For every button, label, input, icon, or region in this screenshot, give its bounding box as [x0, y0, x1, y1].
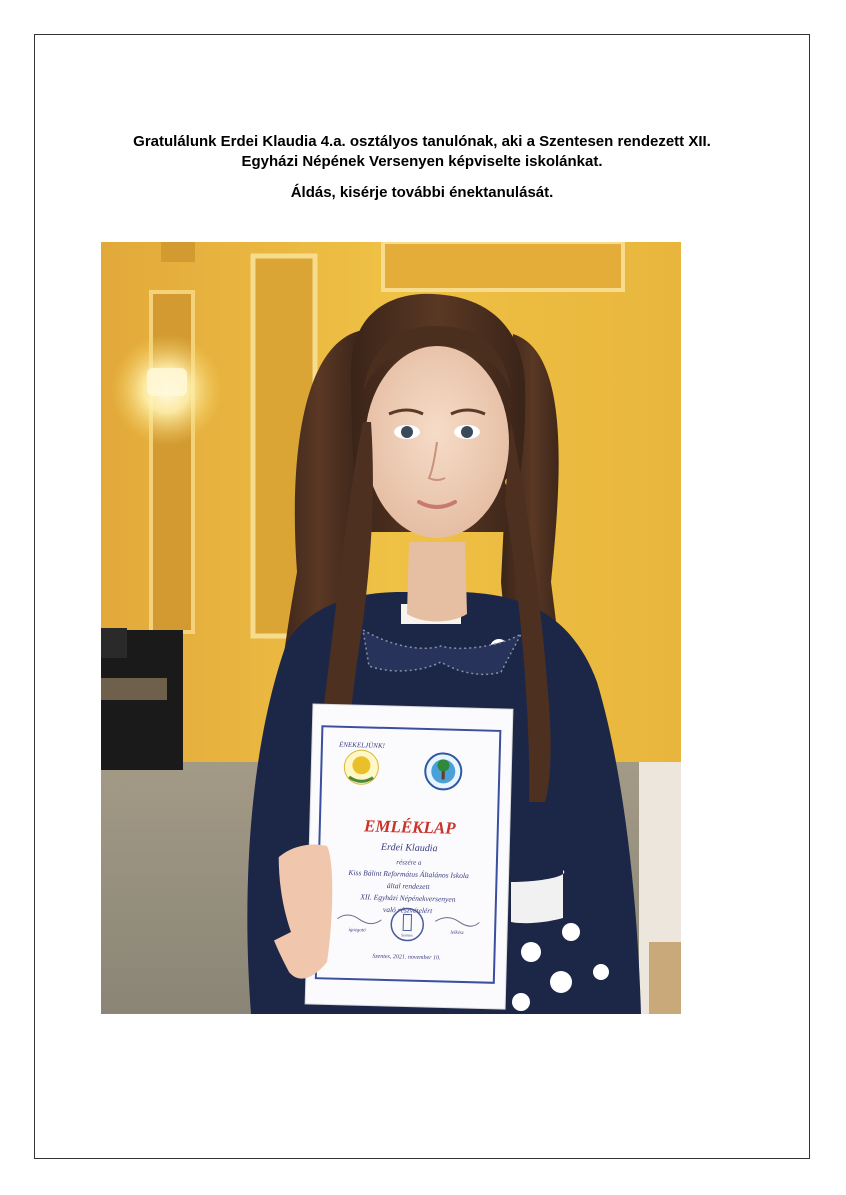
certificate-date: Szentes, 2021. november 10. [372, 953, 441, 962]
congrats-line-2: Egyházi Népének Versenyen képviselte iskolánkat. [241, 153, 603, 170]
signature-right-label: lelkész [450, 930, 464, 937]
congrats-line-1: Gratulálunk Erdei Klaudia 4.a. osztályos tanulónak, aki a Szentesen rendezett XII. [133, 133, 711, 150]
certificate [305, 704, 513, 1009]
blessing-line: Áldás, kisérje további énektanulását. [290, 184, 554, 201]
singing-logo-text: ÉNEKELJÜNK! [338, 740, 385, 750]
signature-left-label: igazgató [348, 928, 366, 934]
certificate-title: EMLÉKLAP [363, 816, 456, 838]
certificate-line-1: részére a [396, 858, 422, 867]
certificate-line-5: való részvételért [382, 904, 433, 916]
certificate-line-3: által rendezett [386, 880, 430, 892]
certificate-line-2: Kiss Bálint Református Általános Iskola [348, 867, 469, 881]
school-logo [425, 753, 462, 790]
student-photo [101, 242, 681, 1014]
certificate-line-4: XII. Egyházi Népénekversenyen [360, 892, 456, 904]
recipient-name: Erdei Klaudia [380, 841, 438, 855]
seal-text: Szentes [401, 932, 413, 938]
